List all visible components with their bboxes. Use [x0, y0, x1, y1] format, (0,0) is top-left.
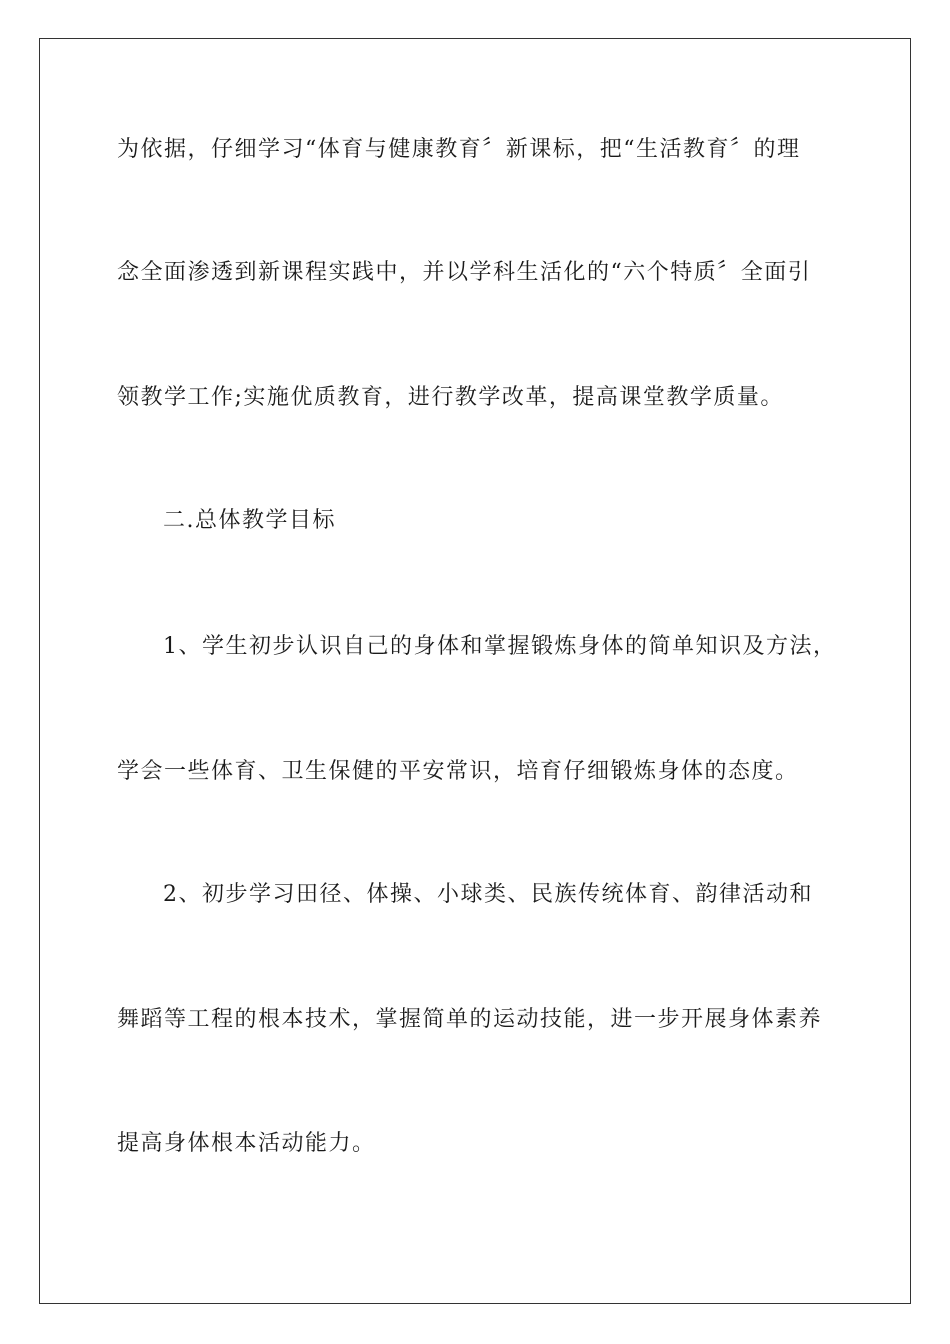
paragraph-line: 念全面渗透到新课程实践中，并以学科生活化的“六个特质〞全面引	[117, 260, 812, 285]
paragraph-line: 提高身体根本活动能力。	[117, 1131, 376, 1156]
section-heading: 二.总体教学目标	[163, 508, 336, 533]
paragraph-line: 2、初步学习田径、体操、小球类、民族传统体育、韵律活动和	[163, 882, 813, 907]
paragraph-line: 1、学生初步认识自己的身体和掌握锻炼身体的简单知识及方法，	[163, 634, 837, 659]
paragraph-line: 为依据，仔细学习“体育与健康教育〞新课标，把“生活教育〞的理	[117, 137, 801, 162]
paragraph-line: 舞蹈等工程的根本技术，掌握简单的运动技能，进一步开展身体素养	[117, 1007, 823, 1032]
paragraph-line: 领教学工作;实施优质教育，进行教学改革，提高课堂教学质量。	[117, 385, 784, 410]
paragraph-line: 学会一些体育、卫生保健的平安常识，培育仔细锻炼身体的态度。	[117, 759, 799, 784]
page-border	[39, 38, 911, 1304]
